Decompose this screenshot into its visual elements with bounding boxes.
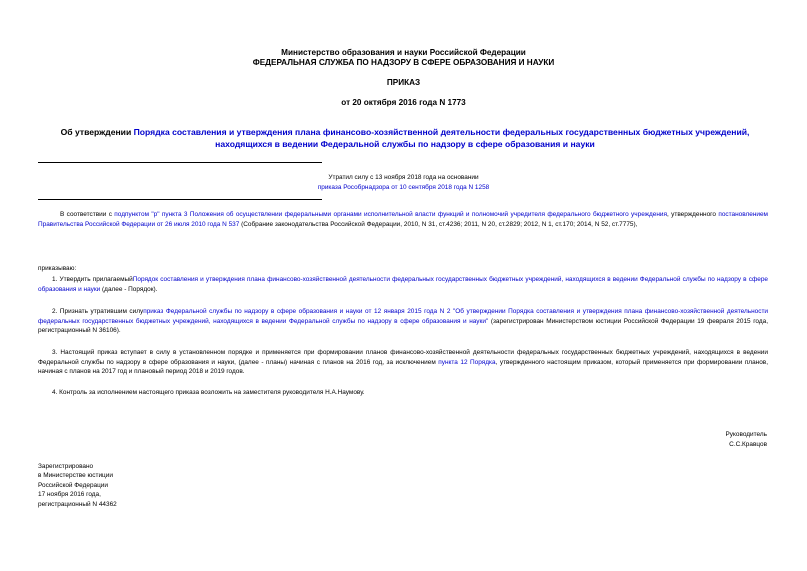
preamble-text-1: В соответствии с	[60, 211, 115, 218]
registration-line-5: регистрационный N 44362	[38, 500, 117, 508]
status-note-link[interactable]: приказа Рособрнадзора от 10 сентября 2018 года N 1258	[317, 184, 490, 191]
preamble-link-decree[interactable]: постановлением Правительства Российской Федерации от 26 июля 2010 года N 537	[38, 211, 768, 228]
signature	[726, 430, 767, 449]
status-note-link-wrap	[0, 183, 807, 193]
header-service: ФЕДЕРАЛЬНАЯ СЛУЖБА ПО НАДЗОРУ В СФЕРЕ ОБРАЗОВАНИЯ И НАУКИ	[252, 58, 555, 67]
registration-line-4: 17 ноября 2016 года,	[38, 491, 101, 499]
header-ministry: Министерство образования и науки Российской Федерации	[281, 48, 526, 57]
divider-bottom	[38, 199, 322, 200]
preamble-link-subclause[interactable]: подпунктом "р" пункта 3 Положения об осуществлении федеральными органами исполнительной власти функций и полномочий учредителя федерального бюджетного учреждения	[114, 211, 667, 218]
item-1-text-2: (далее - Порядок).	[100, 285, 158, 293]
item-4: 4. Контроль за исполнением настоящего приказа возложить на заместителя руководителя Н.А.Наумову.	[52, 389, 365, 396]
doc-title	[40, 126, 770, 150]
divider-top	[38, 162, 322, 163]
doc-title-prefix: Об утверждении	[60, 127, 134, 137]
item-1	[38, 275, 768, 294]
preamble-text-3: (Собрание законодательства Российской Федерации, 2010, N 31, ст.4236; 2011, N 20, ст.2829; 2012, N 1, ст.170; 2014, N 52, ст.7775),	[239, 220, 638, 228]
item-1-text-1: 1. Утвердить прилагаемый	[52, 276, 133, 283]
item-2-text-2: (зарегистрирован Министерством юстиции Российской Федерации 19 февраля 2015 года, регистрационный N 36106).	[38, 317, 768, 335]
preamble-text-2: , утвержденного	[666, 211, 719, 218]
registration-block	[38, 462, 117, 509]
item-1-link[interactable]: Порядок составления и утверждения плана финансово-хозяйственной деятельности федеральных государственных бюджетных учреждений, находящихся в ведении Федеральной службы по надзору в сфере образования и науки	[38, 276, 768, 293]
signature-name: С.С.Кравцов	[729, 440, 767, 448]
item-3-text-1: 3. Настоящий приказ вступает в силу в установленном порядке и применяется при формировании планов финансово-хозяйственной деятельности федеральных государственных бюджетных учреждений, находящихся в ведении Федеральной службы по надзору в сфере образования и науки, (далее - планы) начиная с планов на 2016 год, за исключением	[38, 349, 768, 366]
doc-type: ПРИКАЗ	[386, 78, 421, 87]
item-3-link[interactable]: пункта 12 Порядка	[438, 358, 496, 366]
item-2-text-1: 2. Признать утратившим силу	[52, 308, 144, 315]
registration-line-1: Зарегистрировано	[38, 463, 94, 470]
registration-line-3: Российской Федерации	[38, 481, 109, 489]
item-2	[38, 307, 768, 336]
doc-date: от 20 октября 2016 года N 1773	[341, 98, 466, 107]
status-note-line: Утратил силу с 13 ноября 2018 года на основании	[328, 174, 479, 181]
item-3-text-2: , утвержденного настоящим приказом, который применяется при формировании планов, начиная с планов на 2017 год и плановый период 2018 и 2019 годов.	[38, 358, 768, 376]
signature-role: Руководитель	[725, 431, 767, 438]
item-3	[38, 348, 768, 377]
order-word: приказываю:	[38, 265, 77, 272]
registration-line-2: в Министерстве юстиции	[38, 472, 113, 480]
preamble	[38, 210, 768, 229]
doc-title-link[interactable]: Порядка составления и утверждения плана финансово-хозяйственной деятельности федеральных государственных бюджетных учреждений, находящихся в ведении Федеральной службы по надзору в сфере образования и науки	[133, 127, 750, 149]
item-2-link[interactable]: приказ Федеральной службы по надзору в сфере образования и науки от 12 января 2015 года N 2 "Об утверждении Порядка составления и утверждения плана финансово-хозяйственной деятельности федеральных государственных бюджетных учреждений, находящихся в ведении Федеральной службы по надзору в сфере образования и науки"	[38, 308, 768, 325]
